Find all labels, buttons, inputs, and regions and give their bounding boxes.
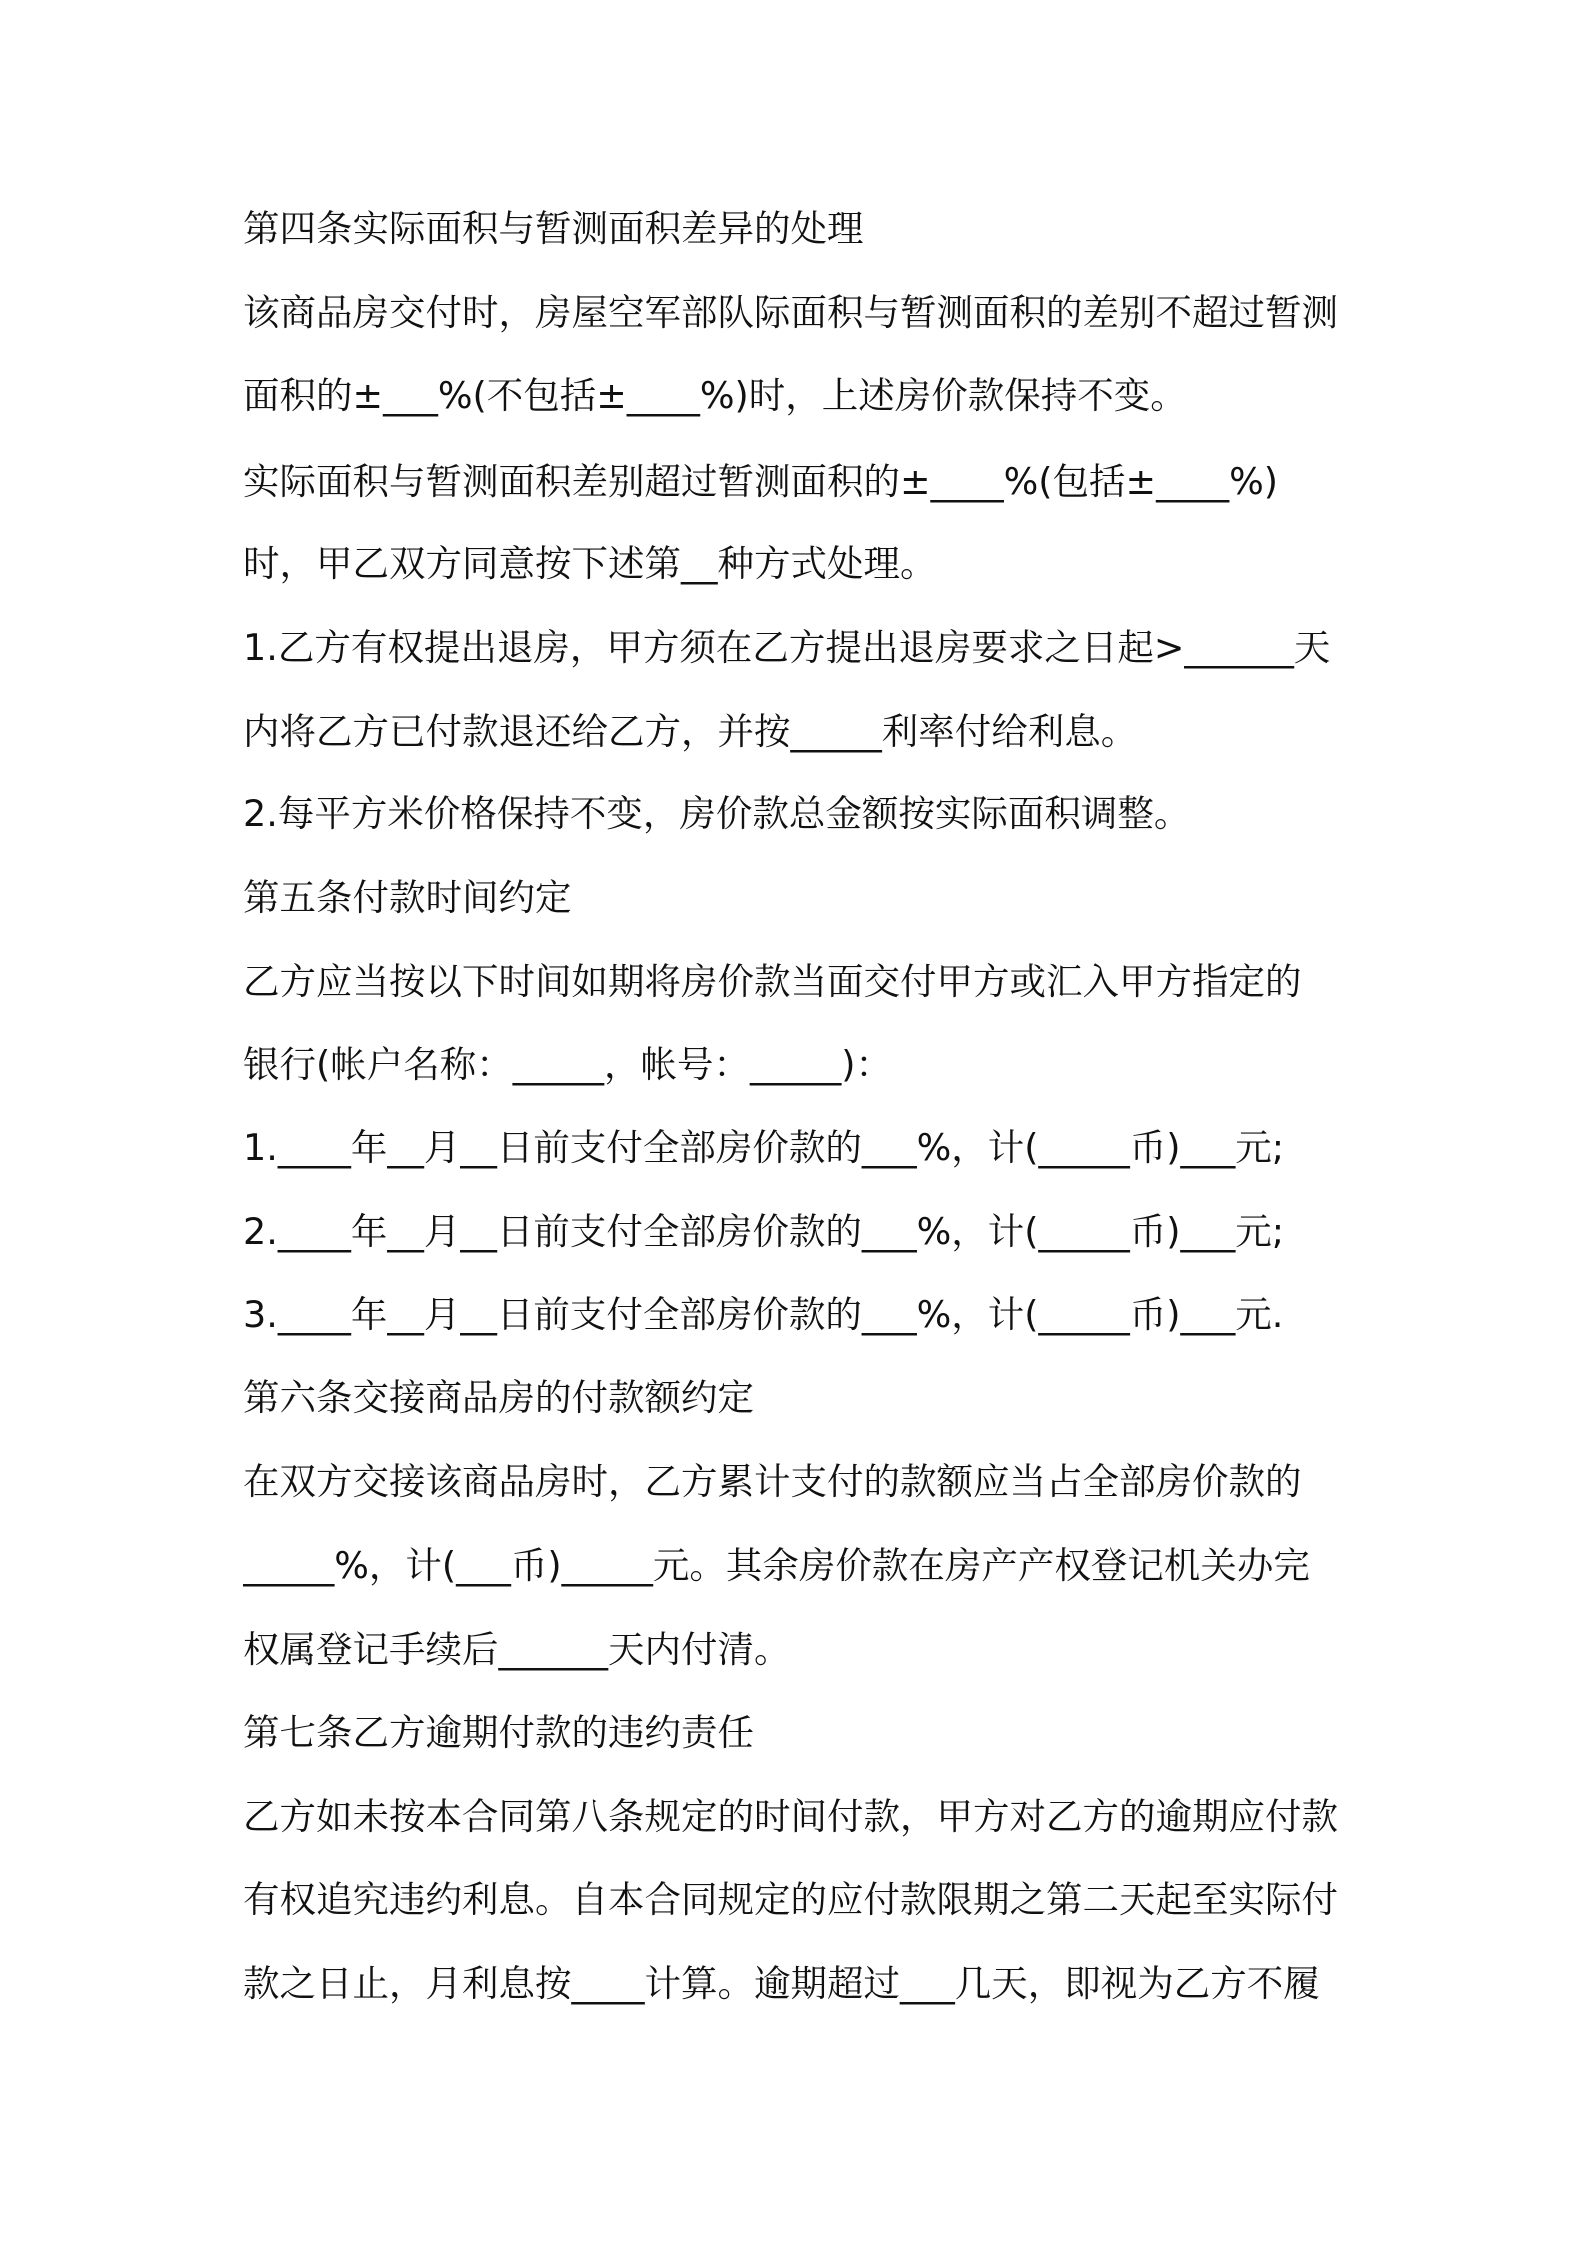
paragraph-line: 乙方如未按本合同第八条规定的时间付款，甲方对乙方的逾期应付款 — [243, 1795, 1338, 1838]
paragraph-line: 1.乙方有权提出退房，甲方须在乙方提出退房要求之日起>______天 — [243, 626, 1331, 669]
paragraph-line: 有权追究违约利息。自本合同规定的应付款限期之第二天起至实际付 — [243, 1878, 1338, 1921]
paragraph-line: 2.每平方米价格保持不变，房价款总金额按实际面积调整。 — [243, 792, 1191, 835]
paragraph-line: _____%，计(___币)_____元。其余房价款在房产产权登记机关办完 — [243, 1544, 1310, 1587]
paragraph-line: 3.____年__月__日前支付全部房价款的___%，计(_____币)___元. — [243, 1293, 1284, 1336]
paragraph-line: 面积的±___%(不包括±____%)时，上述房价款保持不变。 — [243, 374, 1187, 417]
paragraph-line: 在双方交接该商品房时，乙方累计支付的款额应当占全部房价款的 — [243, 1460, 1302, 1503]
paragraph-line: 2.____年__月__日前支付全部房价款的___%，计(_____币)___元; — [243, 1210, 1285, 1253]
paragraph-line: 时，甲乙双方同意按下述第__种方式处理。 — [243, 542, 937, 585]
paragraph-line: 银行(帐户名称：_____，帐号：_____)： — [243, 1043, 892, 1086]
paragraph-line: 1.____年__月__日前支付全部房价款的___%，计(_____币)___元; — [243, 1126, 1285, 1169]
paragraph-line: 该商品房交付时，房屋空军部队际面积与暂测面积的差别不超过暂测 — [243, 291, 1338, 334]
paragraph-line: 乙方应当按以下时间如期将房价款当面交付甲方或汇入甲方指定的 — [243, 960, 1302, 1003]
paragraph-line: 款之日止，月利息按____计算。逾期超过___几天，即视为乙方不履 — [243, 1962, 1320, 2005]
paragraph-line: 内将乙方已付款退还给乙方，并按_____利率付给利息。 — [243, 710, 1138, 753]
paragraph-line: 实际面积与暂测面积差别超过暂测面积的±____%(包括±____%) — [243, 460, 1279, 503]
section-heading-article-5: 第五条付款时间约定 — [243, 876, 572, 919]
section-heading-article-6: 第六条交接商品房的付款额约定 — [243, 1376, 754, 1419]
section-heading-article-7: 第七条乙方逾期付款的违约责任 — [243, 1711, 754, 1754]
section-heading-article-4: 第四条实际面积与暂测面积差异的处理 — [243, 207, 864, 250]
paragraph-line: 权属登记手续后______天内付清。 — [243, 1628, 791, 1671]
